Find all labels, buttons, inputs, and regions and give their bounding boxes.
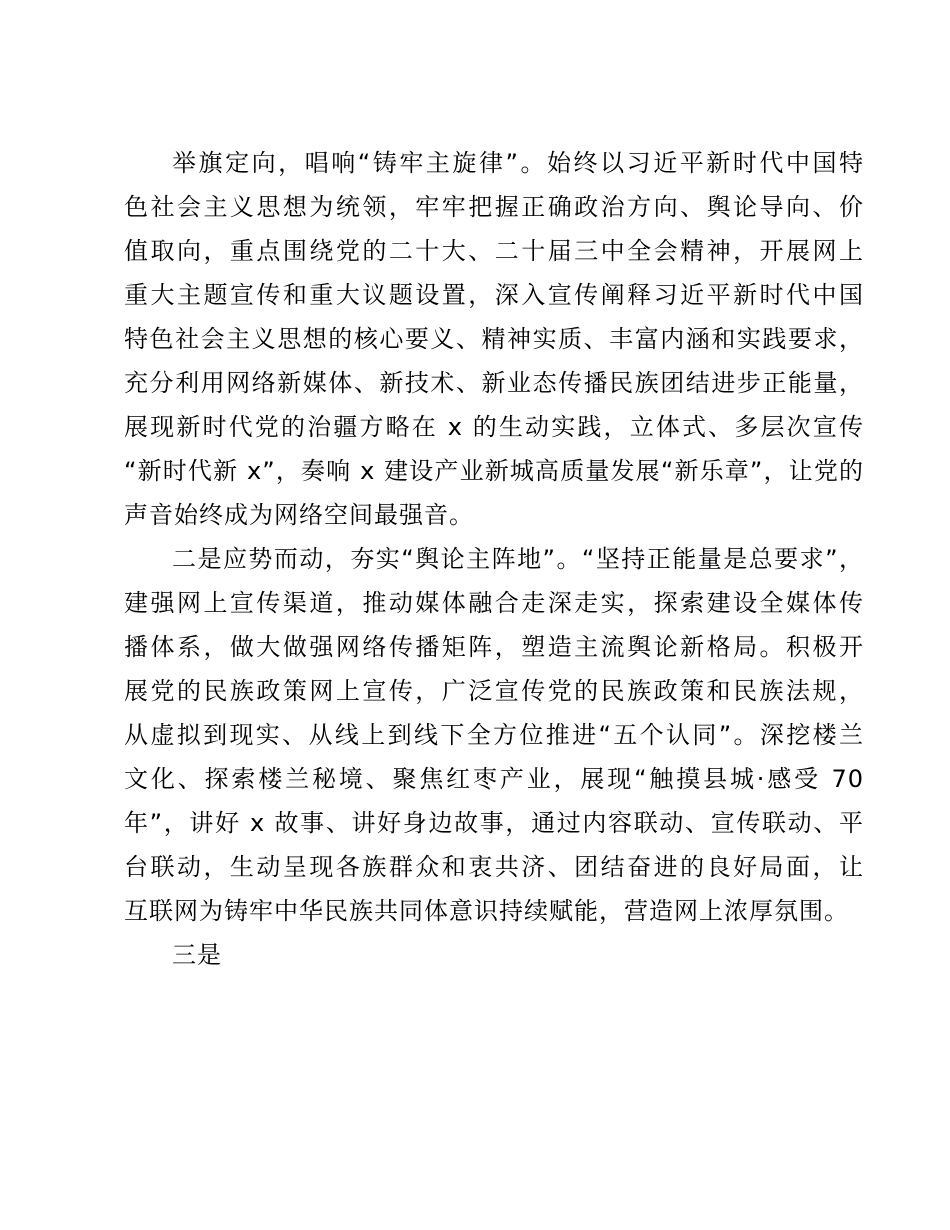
text-line: 值取向，重点围绕党的二十大、二十届三中全会精神，开展网上 [124,237,864,265]
text-line: 二是应势而动，夯实“舆论主阵地”。“坚持正能量是总要求”， [172,545,864,573]
text-line: 展党的民族政策网上宣传，广泛宣传党的民族政策和民族法规， [124,677,864,705]
text-line: 从虚拟到现实、从线上到线下全方位推进“五个认同”。深挖楼兰 [124,721,864,749]
text-line: 特色社会主义思想的核心要义、精神实质、丰富内涵和实践要求， [124,325,864,353]
document-body [124,141,864,977]
text-line: 举旗定向，唱响“铸牢主旋律”。始终以习近平新时代中国特 [172,149,864,177]
text-line: 年”，讲好 x 故事、讲好身边故事，通过内容联动、宣传联动、平 [124,809,864,837]
text-line: 展现新时代党的治疆方略在 x 的生动实践，立体式、多层次宣传 [124,413,864,441]
text-line: 三是 [172,941,222,969]
text-line: 建强网上宣传渠道，推动媒体融合走深走实，探索建设全媒体传 [124,589,864,617]
text-line: 台联动，生动呈现各族群众和衷共济、团结奋进的良好局面，让 [124,853,864,881]
text-line: 互联网为铸牢中华民族共同体意识持续赋能，营造网上浓厚氛围。 [124,897,849,925]
text-line: 声音始终成为网络空间最强音。 [124,501,474,529]
text-line: “新时代新 x”，奏响 x 建设产业新城高质量发展“新乐章”，让党的 [124,457,864,485]
paragraph-3 [124,933,864,977]
text-line: 色社会主义思想为统领，牢牢把握正确政治方向、舆论导向、价 [124,193,864,221]
text-line: 重大主题宣传和重大议题设置，深入宣传阐释习近平新时代中国 [124,281,864,309]
text-line: 文化、探索楼兰秘境、聚焦红枣产业，展现“触摸县城·感受 70 [124,765,864,793]
paragraph-1 [124,141,864,537]
text-line: 播体系，做大做强网络传播矩阵，塑造主流舆论新格局。积极开 [124,633,864,661]
paragraph-2 [124,537,864,933]
text-line: 充分利用网络新媒体、新技术、新业态传播民族团结进步正能量， [124,369,864,397]
